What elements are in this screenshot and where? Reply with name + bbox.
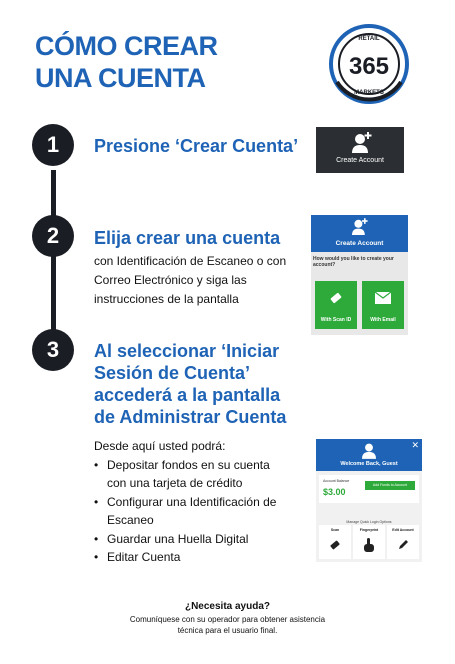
step-2-heading: Elija crear una cuenta bbox=[94, 228, 281, 248]
list-item: • Configurar una Identificación de Escaneo bbox=[94, 494, 277, 527]
step-2-description: con Identificación de Escaneo o con Correo Electrónico y siga las instrucciones de la pantalla bbox=[94, 254, 287, 306]
screen-header-title: Create Account bbox=[335, 240, 384, 247]
welcome-title: Welcome Back, Guest bbox=[340, 461, 398, 467]
logo-bottom-text: MARKETS bbox=[354, 90, 384, 96]
scan-id-label: With Scan ID bbox=[320, 317, 352, 323]
step-3-details bbox=[94, 437, 284, 567]
step-3-heading: Al seleccionar ‘Iniciar Sesión de Cuenta’ accederá a la pantalla de Administrar Cuenta bbox=[94, 341, 287, 427]
scan-tile[interactable] bbox=[319, 525, 351, 559]
title-line-2: UNA CUENTA bbox=[35, 63, 206, 93]
email-icon bbox=[375, 292, 391, 304]
list-item: • Editar Cuenta bbox=[94, 550, 181, 564]
help-line-2: técnica para el usuario final. bbox=[177, 626, 278, 635]
list-item: • Guardar una Huella Digital bbox=[94, 531, 249, 546]
bullet-text: Depositar fondos en su cuenta con una tarjeta de crédito bbox=[107, 457, 270, 490]
email-button[interactable] bbox=[362, 281, 404, 329]
scan-card-icon bbox=[329, 539, 341, 551]
create-account-label: Create Account bbox=[336, 157, 384, 164]
edit-account-tile[interactable] bbox=[387, 525, 419, 559]
scan-id-button[interactable] bbox=[315, 281, 357, 329]
manage-account-screenshot bbox=[316, 439, 422, 562]
tile-label: Edit Account bbox=[392, 528, 414, 532]
add-user-icon bbox=[352, 132, 372, 154]
scan-card-icon bbox=[329, 291, 343, 305]
bullet-text: Guardar una Huella Digital bbox=[107, 531, 249, 546]
tile-label: Scan bbox=[330, 528, 340, 532]
title-line-1: CÓMO CREAR bbox=[35, 31, 218, 61]
list-item: • Depositar fondos en su cuenta con una tarjeta de crédito bbox=[94, 457, 270, 490]
screen-header bbox=[316, 439, 422, 471]
screen-header bbox=[311, 215, 408, 252]
step-2-badge: 2 bbox=[32, 215, 74, 257]
step-1-heading: Presione ‘Crear Cuenta’ bbox=[94, 136, 299, 156]
balance-card bbox=[319, 475, 419, 503]
create-account-screenshot bbox=[316, 127, 404, 173]
step-3-badge: 3 bbox=[32, 329, 74, 371]
help-line-1: Comuníquese con su operador para obtener asistencia bbox=[129, 615, 326, 624]
add-funds-button[interactable]: Add Funds to Account bbox=[365, 481, 415, 490]
manage-options-label: Manage Quick Login Options bbox=[346, 520, 392, 524]
step-3-intro: Desde aquí usted podrá: bbox=[94, 439, 226, 453]
step-1-badge: 1 bbox=[32, 124, 74, 166]
tile-label: Fingerprint bbox=[359, 528, 379, 532]
logo-number: 365 bbox=[348, 53, 390, 80]
screen-question: How would you like to create your account? bbox=[313, 256, 394, 268]
logo-top-text: RETAIL bbox=[358, 36, 380, 42]
retail-markets-logo bbox=[327, 22, 411, 106]
timeline-line bbox=[51, 252, 56, 334]
user-icon bbox=[362, 443, 376, 459]
fingerprint-tile[interactable] bbox=[353, 525, 385, 559]
balance-label: Account Balance bbox=[323, 479, 350, 483]
help-question: ¿Necesita ayuda? bbox=[184, 601, 271, 612]
bullet-text: Configurar una Identificación de Escaneo bbox=[107, 494, 277, 527]
pencil-icon bbox=[397, 539, 409, 551]
bullet-text: Editar Cuenta bbox=[107, 550, 181, 564]
page-title bbox=[35, 30, 218, 94]
hand-pointer-icon bbox=[363, 538, 375, 553]
balance-value: $3.00 bbox=[323, 487, 346, 497]
email-label: With Email bbox=[370, 317, 396, 323]
create-account-method-screenshot bbox=[311, 215, 408, 335]
close-icon[interactable]: ✕ bbox=[411, 440, 419, 450]
add-user-icon bbox=[352, 218, 368, 236]
help-footer bbox=[0, 601, 455, 636]
